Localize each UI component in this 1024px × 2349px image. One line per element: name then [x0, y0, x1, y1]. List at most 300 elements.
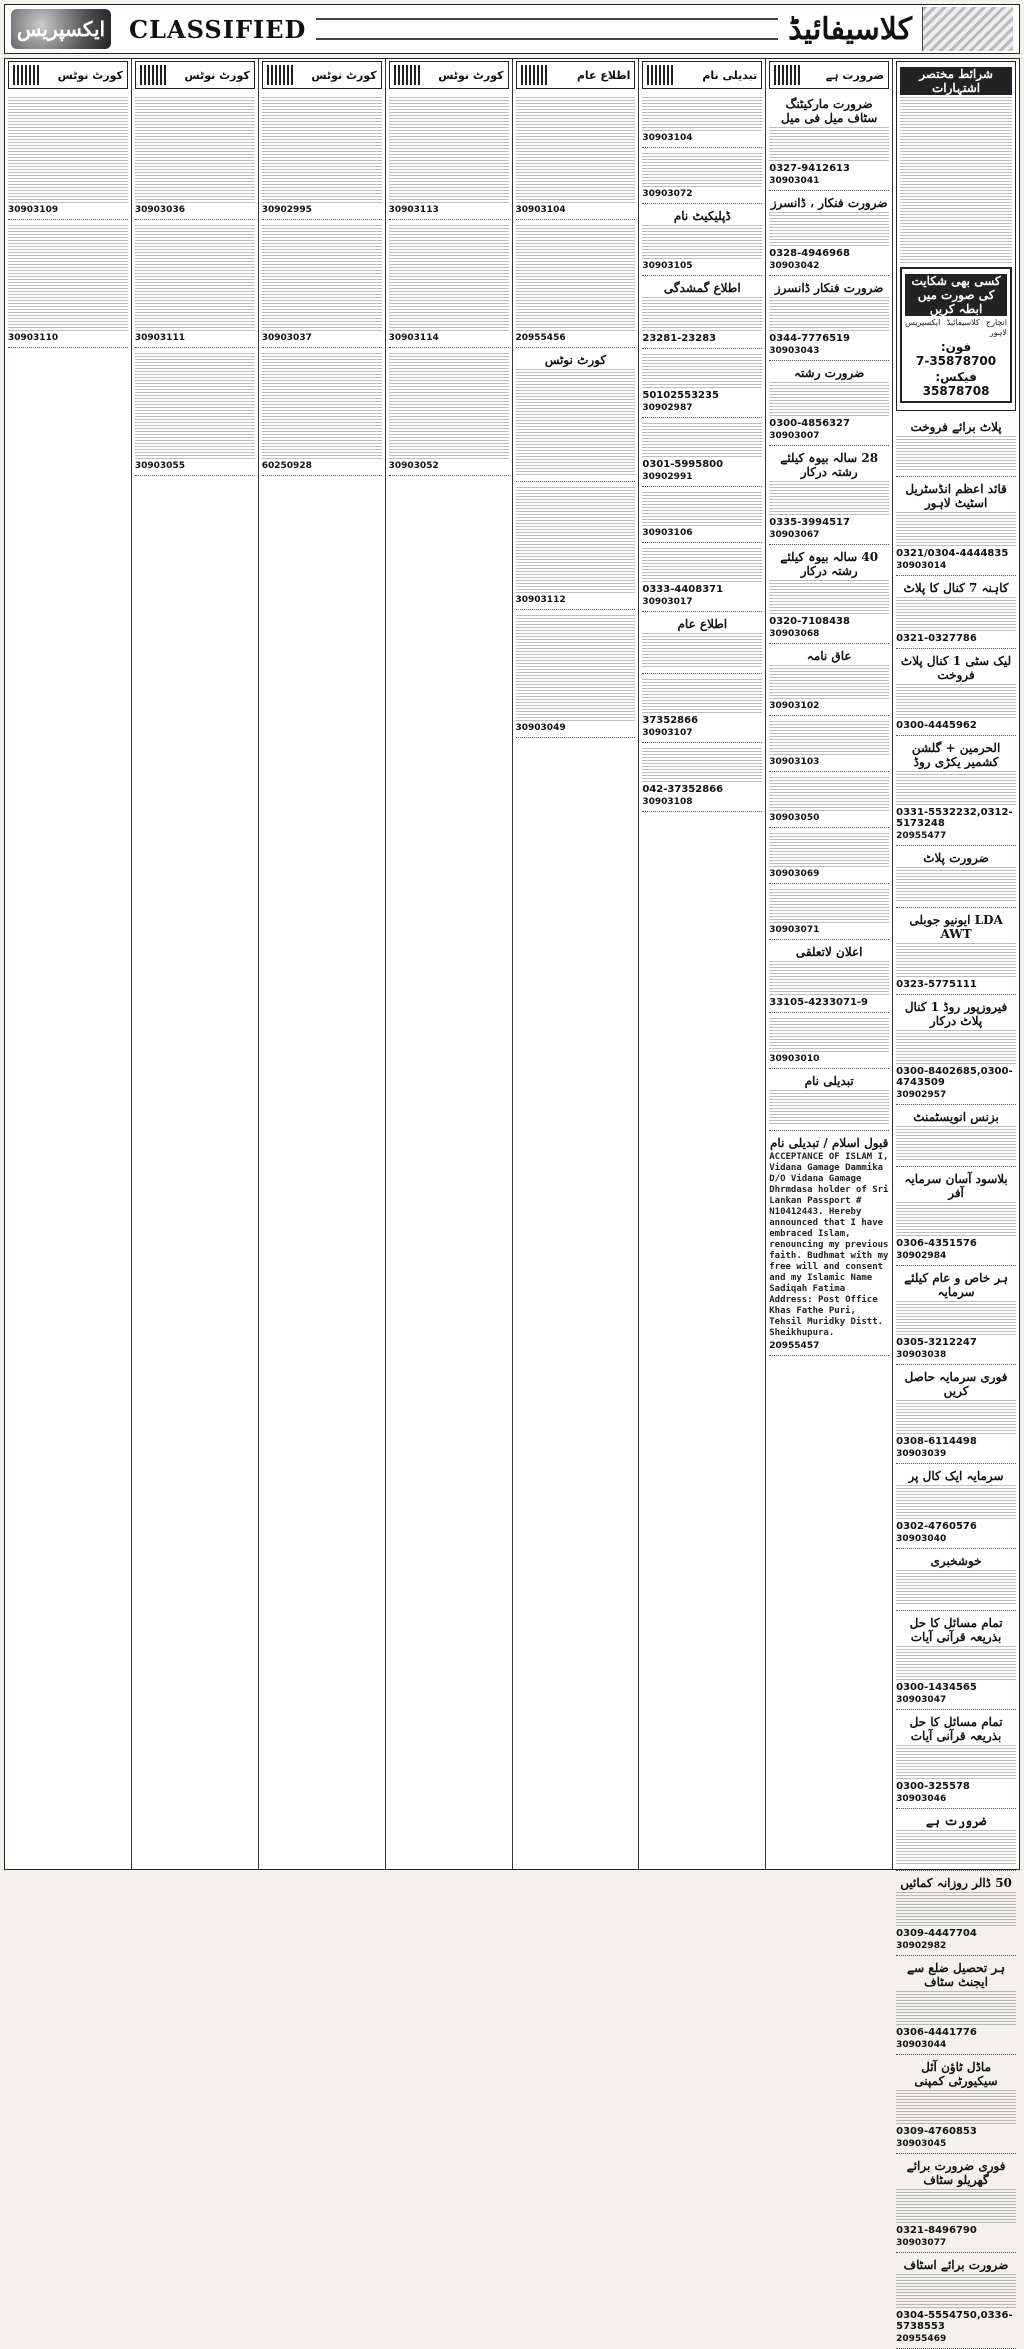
classified-ad [896, 1611, 1016, 1710]
classified-ad [642, 612, 762, 674]
ad-title: کاہنہ 7 کنال کا پلاٹ [903, 581, 1009, 595]
ad-code: 30903041 [769, 176, 820, 186]
rules-text-line [900, 253, 1012, 263]
ad-code: 30903042 [769, 261, 820, 271]
classified-ad [896, 477, 1016, 576]
ad-text-line [642, 679, 762, 689]
ad-text-line [516, 559, 636, 569]
ad-text-line [896, 1842, 1016, 1852]
classified-ad [896, 2154, 1016, 2253]
classified-ad [135, 220, 255, 348]
classified-ad [516, 220, 636, 348]
ad-text-line [896, 771, 1016, 781]
ad-phone: 0331-5532232,0312-5173248 [896, 807, 1013, 829]
classified-ad [896, 1266, 1016, 1365]
ad-text-line [642, 492, 762, 502]
ad-text-line [896, 1830, 1016, 1840]
ad-text-line [769, 604, 889, 614]
ad-code: 30903112 [515, 595, 566, 605]
ad-text-line [896, 2114, 1016, 2124]
ad-text-line [389, 297, 509, 307]
ad-code: 20955457 [769, 1341, 820, 1351]
ad-code: 30903036 [134, 205, 185, 215]
ad-title: قائد اعظم انڈسٹریل اسٹیٹ لاہور [905, 482, 1007, 510]
column-heading [642, 61, 762, 89]
ad-text-line [135, 261, 255, 271]
ad-code: 60250928 [261, 461, 312, 471]
ad-text-line [896, 891, 1016, 901]
express-logo: ایکسپریس [11, 9, 111, 49]
ad-text-line [516, 441, 636, 451]
classified-ad [896, 2055, 1016, 2154]
ad-text-line [769, 212, 889, 222]
ad-text-line [389, 389, 509, 399]
ad-text-line [769, 721, 889, 731]
category-icon [774, 65, 800, 85]
ad-text-line [769, 236, 889, 246]
ad-text-line [769, 297, 889, 307]
ad-text-line [896, 1757, 1016, 1767]
ad-text-line [389, 285, 509, 295]
ad-text-line [642, 354, 762, 364]
rules-text-line [900, 157, 1012, 167]
ad-text-line [642, 165, 762, 175]
ad-text-line [516, 381, 636, 391]
ad-title: سرمایہ ایک کال پر [908, 1469, 1004, 1483]
ad-code: 30903017 [642, 597, 693, 607]
ad-phone: 0321-8496790 [896, 2225, 977, 2236]
ad-text-line [8, 225, 128, 235]
ad-code: 30903044 [896, 2040, 947, 2050]
ad-phone: 37352866 [642, 715, 699, 726]
ad-text-line [896, 1646, 1016, 1656]
ad-text-line [389, 157, 509, 167]
ad-phone: 0301-5995800 [642, 459, 724, 470]
ad-code: 30903043 [769, 346, 820, 356]
ad-text-line [516, 273, 636, 283]
ad-text-line [769, 901, 889, 911]
column-heading [516, 61, 636, 89]
ad-text-line [896, 967, 1016, 977]
ad-text-line [262, 121, 382, 131]
ad-text-line [896, 1916, 1016, 1926]
ad-code: 30903114 [388, 333, 439, 343]
ad-code: 30902987 [642, 403, 693, 413]
ad-text-line [262, 297, 382, 307]
ad-text-line [642, 309, 762, 319]
ad-english-text: ACCEPTANCE OF ISLAM I, Vidana Gamage Dammika D/O Vidana Gamage Dhrmdasa holder of Sri Lankan Passport # N10412443. Hereby announced that I have embraced Islam, renouncing my previous faith. Budhmat with my free will and consent and my Islamic Name Sadiqah Fatima Address: Post Office Khas Fathe Puri, Tehsil Muridky Distt. Sheikhupura. [769, 1152, 889, 1338]
contact-phone: فون: 35878700-7 [915, 340, 997, 368]
ad-text-line [262, 321, 382, 331]
ad-text-line [135, 365, 255, 375]
ad-text-line [516, 711, 636, 721]
ad-text-line [896, 1424, 1016, 1434]
title-urdu: کلاسیفائیڈ [788, 11, 912, 47]
ad-text-line [896, 1991, 1016, 2001]
ad-text-line [769, 580, 889, 590]
ad-text-line [896, 1594, 1016, 1604]
ad-text-line [262, 449, 382, 459]
ad-text-line [135, 237, 255, 247]
ad-code: 30903055 [134, 461, 185, 471]
ad-text-line [896, 1658, 1016, 1668]
ad-title: ہر تحصیل ضلع سے ایجنٹ سٹاف [907, 1961, 1006, 1989]
ad-text-line [516, 651, 636, 661]
ad-text-line [516, 535, 636, 545]
ad-text-line [642, 504, 762, 514]
ad-text-line [642, 225, 762, 235]
ad-title: تبدیلی نام [804, 1074, 854, 1088]
ad-text-line [135, 285, 255, 295]
ad-text-line [769, 493, 889, 503]
rules-text-line [900, 217, 1012, 227]
ad-text-line [262, 145, 382, 155]
ad-text-line [642, 423, 762, 433]
ad-text-line [8, 121, 128, 131]
classified-ad [262, 220, 382, 348]
ad-code: 30902984 [896, 1251, 947, 1261]
ad-code: 30903010 [769, 1054, 820, 1064]
ad-code: 30903068 [769, 629, 820, 639]
ad-text-line [896, 1904, 1016, 1914]
ad-text-line [769, 394, 889, 404]
ad-text-line [516, 97, 636, 107]
ad-text-line [769, 733, 889, 743]
ad-code: 30903049 [515, 723, 566, 733]
ad-text-line [8, 297, 128, 307]
ad-title: عاق نامہ [806, 649, 852, 663]
ad-text-line [896, 684, 1016, 694]
column-heading-label: ضرورت ہے [825, 68, 885, 82]
ad-phone: 0308-6114498 [896, 1436, 977, 1447]
ad-text-line [262, 365, 382, 375]
ad-text-line [769, 481, 889, 491]
ad-text-line [769, 1102, 889, 1112]
ad-text-line [769, 309, 889, 319]
ad-text-line [8, 181, 128, 191]
ad-text-line [516, 429, 636, 439]
ad-text-line [769, 745, 889, 755]
ad-text-line [769, 789, 889, 799]
classified-ad [896, 1809, 1016, 1871]
ad-text-line [8, 273, 128, 283]
ad-text-line [516, 499, 636, 509]
ad-phone: 0328-4946968 [769, 248, 850, 259]
classified-ad [896, 1956, 1016, 2055]
ad-text-line [642, 691, 762, 701]
classified-ad [769, 545, 889, 644]
ad-phone: 0300-4445962 [896, 720, 977, 731]
ad-text-line [8, 157, 128, 167]
category-icon [647, 65, 673, 85]
ad-text-line [389, 145, 509, 155]
column-4 [512, 59, 639, 1869]
ad-title: ضرورت فنکار ، ڈانسرز [770, 196, 888, 210]
column-7 [131, 59, 258, 1869]
ad-text-line [896, 448, 1016, 458]
ad-code: 30903104 [515, 205, 566, 215]
ad-text-line [389, 133, 509, 143]
ad-text-line [516, 583, 636, 593]
ad-title: فوری سرمایہ حاصل کریں [904, 1370, 1008, 1398]
rules-text-line [900, 145, 1012, 155]
ad-text-line [516, 181, 636, 191]
classified-ad [8, 92, 128, 220]
column-heading-label: اطلاع عام [576, 68, 631, 82]
ad-text-line [896, 1400, 1016, 1410]
ad-text-line [516, 663, 636, 673]
ad-text-line [135, 401, 255, 411]
ad-phone: 0300-8402685,0300-4743509 [896, 1066, 1013, 1088]
ad-text-line [8, 309, 128, 319]
classified-ad [389, 92, 509, 220]
ad-text-line [769, 913, 889, 923]
ad-text-line [516, 237, 636, 247]
classified-ad [896, 1464, 1016, 1549]
ad-code: 30903077 [896, 2238, 947, 2248]
ad-text-line [516, 687, 636, 697]
rules-text-line [900, 169, 1012, 179]
ad-text-line [642, 645, 762, 655]
ad-text-line [642, 109, 762, 119]
ad-text-line [642, 366, 762, 376]
ad-phone: 0309-4447704 [896, 1928, 977, 1939]
ad-text-line [389, 273, 509, 283]
column-5 [385, 59, 512, 1869]
ad-text-line [135, 321, 255, 331]
category-icon [394, 65, 420, 85]
ad-code: 30903037 [261, 333, 312, 343]
classified-ad [642, 487, 762, 543]
ad-title: کورٹ نوٹس [544, 353, 607, 367]
ad-text-line [262, 425, 382, 435]
ad-text-line [8, 97, 128, 107]
ad-text-line [135, 297, 255, 307]
ad-text-line [135, 181, 255, 191]
ad-text-line [516, 465, 636, 475]
ad-text-line [516, 109, 636, 119]
ad-text-line [389, 261, 509, 271]
ad-text-line [516, 699, 636, 709]
ad-text-line [896, 955, 1016, 965]
ad-text-line [135, 249, 255, 259]
rules-text-line [900, 181, 1012, 191]
ad-code: 30903102 [769, 701, 820, 711]
ad-phone: 50102553235 [642, 390, 719, 401]
classified-ad [642, 418, 762, 487]
ad-text-line [262, 285, 382, 295]
ad-text-line [389, 321, 509, 331]
ad-text-line [8, 193, 128, 203]
classified-ad [896, 649, 1016, 736]
ad-text-line [516, 169, 636, 179]
classified-ad [769, 716, 889, 772]
classified-ad [642, 743, 762, 812]
ad-text-line [896, 1150, 1016, 1160]
ad-title: ڈپلیکیٹ نام [673, 209, 731, 223]
ad-text-line [262, 389, 382, 399]
ad-title: 28 سالہ بیوہ کیلئے رشتہ درکار [780, 451, 879, 479]
classified-ad [769, 772, 889, 828]
ad-phone: 042-37352866 [642, 784, 724, 795]
ad-text-line [8, 133, 128, 143]
ad-text-line [642, 435, 762, 445]
rules-text-line [900, 121, 1012, 131]
ad-text-line [896, 1582, 1016, 1592]
classified-ad [896, 1549, 1016, 1611]
ad-text-line [389, 353, 509, 363]
ad-code: 20955477 [896, 831, 947, 841]
classified-ad [769, 828, 889, 884]
ad-text-line [642, 177, 762, 187]
ad-text-line [642, 633, 762, 643]
column-heading [8, 61, 128, 89]
classified-header [4, 4, 1020, 54]
ad-text-line [389, 237, 509, 247]
ad-text-line [262, 237, 382, 247]
ad-text-line [516, 321, 636, 331]
classified-ad [389, 348, 509, 476]
ad-text-line [8, 145, 128, 155]
ad-title: تمام مسائل کا حل بذریعہ قرآنی آیات [909, 1715, 1003, 1743]
ad-columns [4, 58, 1020, 2344]
ad-text-line [262, 401, 382, 411]
ad-text-line [896, 2102, 1016, 2112]
ad-title: بزنس انویسٹمنٹ [913, 1110, 999, 1124]
ad-text-line [262, 193, 382, 203]
ad-text-line [516, 675, 636, 685]
ad-code: 30903103 [769, 757, 820, 767]
column-6 [258, 59, 385, 1869]
ad-text-line [8, 261, 128, 271]
classified-ad [896, 1871, 1016, 1956]
ad-text-line [516, 571, 636, 581]
ad-title: خوشخبری [930, 1554, 982, 1568]
ad-text-line [896, 1126, 1016, 1136]
contact-office: انچارج کلاسیفائیڈ ایکسپریس لاہور [905, 318, 1007, 337]
ad-text-line [262, 309, 382, 319]
ad-text-line [262, 353, 382, 363]
classified-ad [896, 1710, 1016, 1809]
ad-text-line [896, 1325, 1016, 1335]
ad-text-line [896, 1030, 1016, 1040]
ad-text-line [389, 401, 509, 411]
ad-title: تمام مسائل کا حل بذریعہ قرآنی آیات [909, 1616, 1003, 1644]
ad-text-line [516, 133, 636, 143]
ad-text-line [896, 696, 1016, 706]
ad-text-line [896, 708, 1016, 718]
ad-text-line [642, 297, 762, 307]
ad-text-line [135, 169, 255, 179]
ad-text-line [896, 867, 1016, 877]
ad-text-line [642, 121, 762, 131]
ad-text-line [8, 285, 128, 295]
ad-text-line [389, 377, 509, 387]
ad-text-line [262, 97, 382, 107]
ad-title: 40 سالہ بیوہ کیلئے رشتہ درکار [780, 550, 879, 578]
classified-ad [516, 348, 636, 482]
ad-text-line [769, 1042, 889, 1052]
ad-title: پلاٹ برائے فروخت [910, 420, 1002, 434]
ad-text-line [896, 2274, 1016, 2284]
ad-text-line [135, 413, 255, 423]
classified-ad [642, 349, 762, 418]
ad-title: فوری ضرورت برائے گھریلو سٹاف [906, 2159, 1006, 2187]
ad-code: 30903067 [769, 530, 820, 540]
classified-ad [769, 1013, 889, 1069]
ad-code: 30903046 [896, 1794, 947, 1804]
ad-text-line [516, 249, 636, 259]
rules-text-line [900, 229, 1012, 239]
ad-code: 30903069 [769, 869, 820, 879]
ad-text-line [135, 425, 255, 435]
category-icon [13, 65, 39, 85]
ad-text-line [896, 1485, 1016, 1495]
ad-text-line [516, 261, 636, 271]
ad-text-line [769, 1090, 889, 1100]
ad-text-line [135, 109, 255, 119]
category-icon [140, 65, 166, 85]
ad-text-line [769, 1018, 889, 1028]
ad-text-line [896, 1054, 1016, 1064]
ad-text-line [516, 193, 636, 203]
ad-phone: 0321/0304-4444835 [896, 548, 1009, 559]
classified-ad [769, 1131, 889, 1356]
ad-code: 30903106 [642, 528, 693, 538]
ad-text-line [516, 639, 636, 649]
ad-text-line [389, 309, 509, 319]
ad-text-line [896, 1313, 1016, 1323]
ad-text-line [516, 121, 636, 131]
ad-text-line [896, 436, 1016, 446]
ad-text-line [769, 677, 889, 687]
ad-text-line [896, 1412, 1016, 1422]
ad-text-line [896, 609, 1016, 619]
classified-ad [769, 940, 889, 1013]
ad-text-line [516, 523, 636, 533]
ad-code: 30903007 [769, 431, 820, 441]
column-2 [765, 59, 892, 1869]
ad-text-line [896, 1226, 1016, 1236]
classified-ad [642, 148, 762, 204]
classified-ad [896, 2253, 1016, 2349]
ad-text-line [389, 449, 509, 459]
ad-text-line [389, 193, 509, 203]
ad-text-line [896, 2003, 1016, 2013]
ad-text-line [642, 572, 762, 582]
ad-text-line [769, 1114, 889, 1124]
ad-text-line [642, 560, 762, 570]
ad-text-line [516, 547, 636, 557]
ad-text-line [769, 505, 889, 515]
ad-text-line [769, 777, 889, 787]
ad-text-line [769, 139, 889, 149]
ad-text-line [262, 157, 382, 167]
ad-text-line [896, 536, 1016, 546]
ad-text-line [642, 748, 762, 758]
ad-text-line [135, 97, 255, 107]
ad-text-line [389, 365, 509, 375]
rules-text-line [900, 193, 1012, 203]
ad-text-line [516, 615, 636, 625]
header-rule [316, 18, 778, 40]
ad-text-line [896, 1509, 1016, 1519]
ad-text-line [389, 121, 509, 131]
ad-text-line [389, 425, 509, 435]
ad-code: 30903111 [134, 333, 185, 343]
ad-text-line [516, 157, 636, 167]
ad-text-line [642, 760, 762, 770]
